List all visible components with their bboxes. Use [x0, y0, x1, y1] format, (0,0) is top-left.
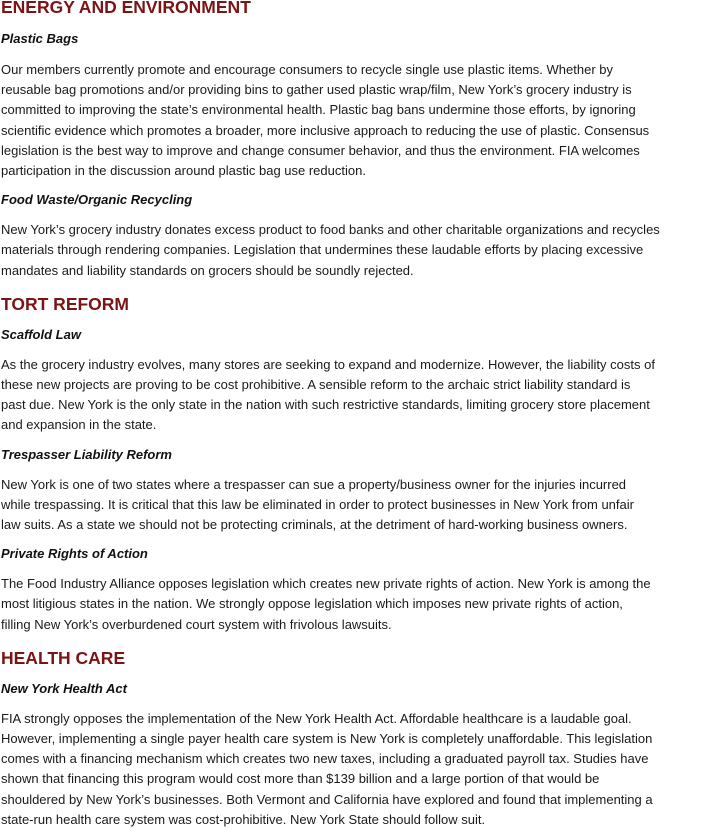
paragraph-new-york-health-act	[1, 709, 712, 830]
subheading-food-waste: Food Waste/Organic Recycling	[1, 192, 193, 208]
text-line: Our members currently promote and encourage consumers to recycle single use plastic items. Whether by	[1, 62, 613, 77]
text-line: past due. New York is the only state in the nation with such restrictive standards, limiting grocery store placement	[1, 397, 650, 413]
text-line: reusable bag promotions and/or providing bins to gather used plastic wrap/film, New York’s grocery industry is	[1, 82, 632, 98]
text-line: As the grocery industry evolves, many stores are seeking to expand and modernize. However, the liability costs of	[1, 356, 655, 372]
text-line: FIA strongly opposes the implementation of the New York Health Act. Affordable healthcare is a laudable goal.	[1, 710, 632, 726]
section-heading-energy: ENERGY AND ENVIRONMENT	[1, 0, 251, 17]
text-line: filling New York’s overburdened court system with frivolous lawsuits.	[1, 616, 392, 632]
text-line: state-run health care system was cost-prohibitive. New York State should follow suit.	[1, 811, 486, 827]
subheading-private-rights: Private Rights of Action	[1, 546, 148, 562]
text-line: while trespassing. It is critical that this law be eliminated in order to protect businesses in New York from unfair	[1, 496, 634, 512]
text-line: The Food Industry Alliance opposes legislation which creates new private rights of action. New York is among the	[1, 576, 651, 592]
text-line: participation in the discussion around plastic bag use reduction.	[1, 163, 366, 179]
subheading-plastic-bags: Plastic Bags	[1, 31, 79, 46]
section-heading-tort-reform: TORT REFORM	[1, 293, 130, 314]
text-line: committed to improving the state’s environmental health. Plastic bag bans undermine those efforts, by ignoring	[1, 102, 636, 118]
subheading-new-york-health-act: New York Health Act	[1, 680, 127, 696]
text-line: New York’s grocery industry donates excess product to food banks and other charitable organizations and recycles	[1, 222, 660, 238]
paragraph-scaffold-law	[1, 355, 712, 436]
text-line: these new projects are proving to be cost prohibitive. A sensible reform to the archaic strict liability standard is	[1, 377, 631, 393]
text-line: scientific evidence which promotes a broader, more inclusive approach to reducing the use of plastic. Consensus	[1, 122, 650, 138]
text-line: shown that financing this program would cost more than $139 billion and a large portion of that would be	[1, 771, 600, 787]
subheading-scaffold-law: Scaffold Law	[1, 326, 81, 342]
paragraph-trespasser-liability	[1, 475, 712, 536]
text-line: However, implementing a single payer health care system is New York is completely unaffordable. This legislation	[1, 731, 653, 747]
subheading-trespasser-liability: Trespasser Liability Reform	[1, 446, 172, 462]
text-line: New York is one of two states where a trespasser can sue a property/business owner for the injuries incurred	[1, 476, 627, 492]
text-line: shouldered by New York’s businesses. Both Vermont and California have explored and found that implementing a	[1, 791, 653, 807]
text-line: law suits. As a state we should not be protecting criminals, at the detriment of hard-working business owners.	[1, 517, 628, 533]
text-line: materials through rendering companies. Legislation that undermines these laudable efforts by placing excessive	[1, 242, 644, 258]
text-line: mandates and liability standards on grocers should be soundly rejected.	[1, 262, 414, 278]
text-line: most litigious states in the nation. We strongly oppose legislation which imposes new private rights of action,	[1, 596, 623, 612]
section-heading-health-care: HEALTH CARE	[1, 647, 126, 668]
paragraph-plastic-bags	[1, 60, 712, 181]
text-line: and expansion in the state.	[1, 417, 157, 433]
text-line: comes with a financing mechanism which creates two new taxes, including a graduated payroll tax. Studies have	[1, 751, 649, 767]
paragraph-food-waste	[1, 220, 712, 281]
paragraph-private-rights	[1, 574, 712, 635]
text-line: legislation is the best way to improve and change consumer behavior, and thus the environment. FIA welcomes	[1, 142, 640, 158]
